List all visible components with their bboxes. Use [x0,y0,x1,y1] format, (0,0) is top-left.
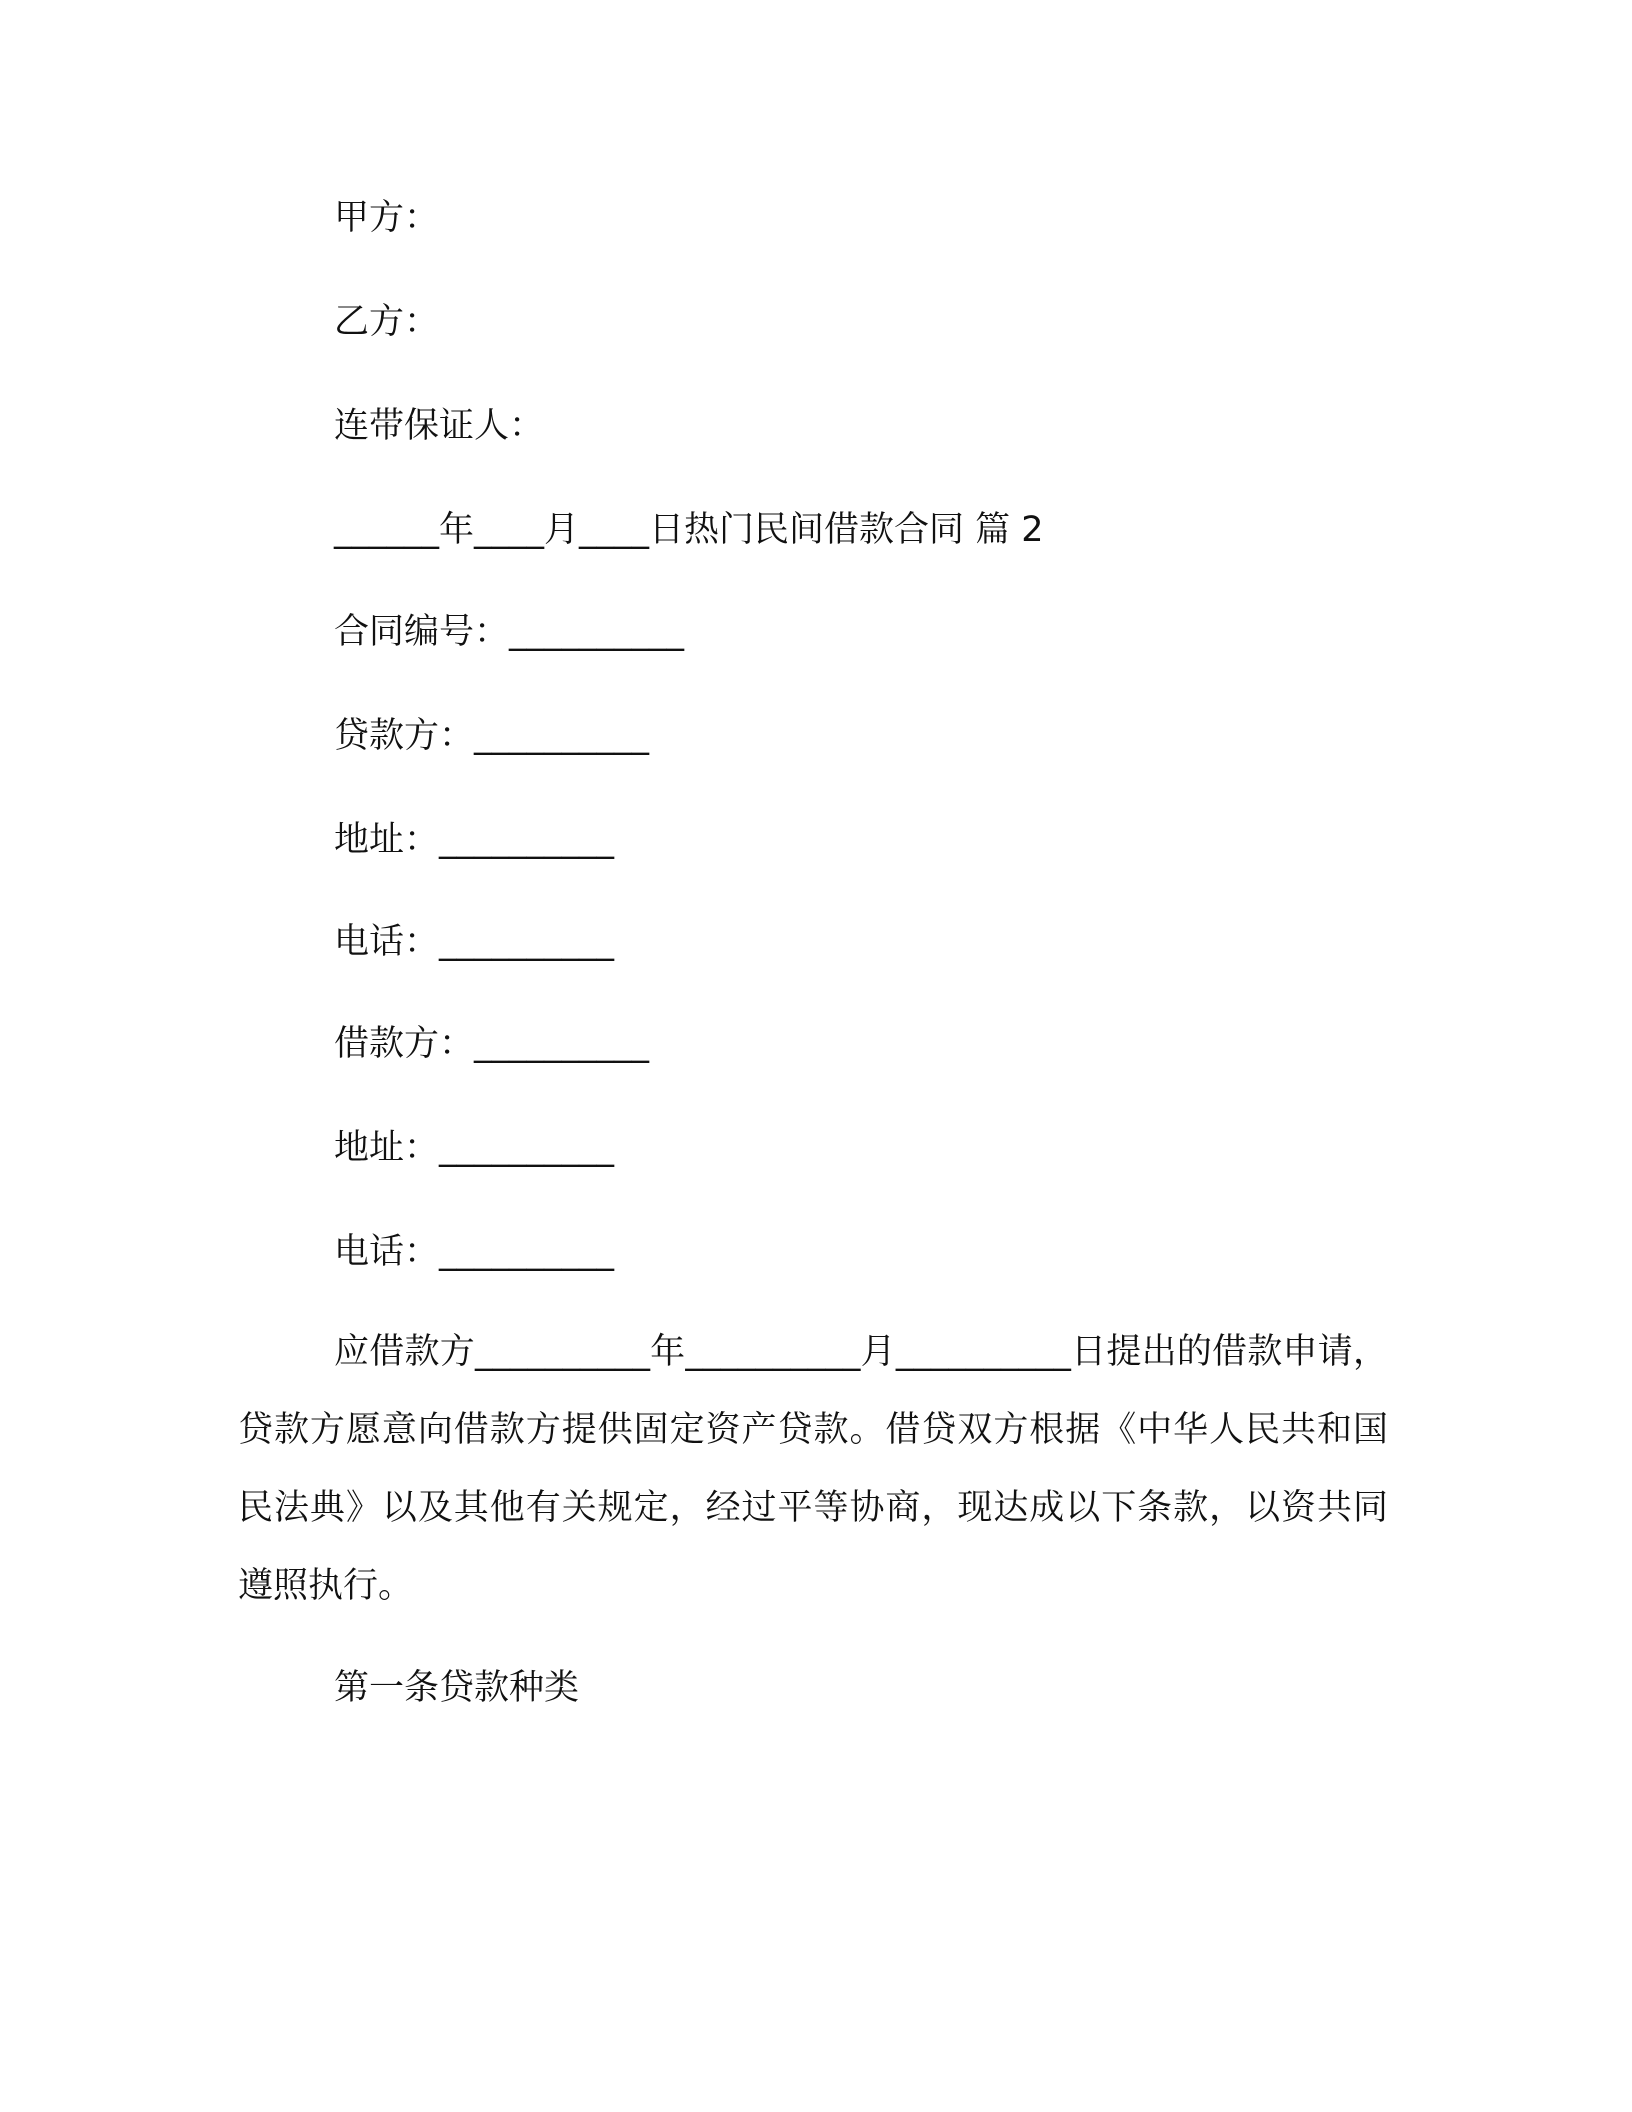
contract-title: ______年____月____日热门民间借款合同 篇 2 [334,510,1044,550]
lender-field: 贷款方：__________ [334,716,650,756]
borrower-field: 借款方：__________ [334,1024,650,1064]
guarantor-label: 连带保证人： [334,406,545,446]
article-one-heading: 第一条贷款种类 [334,1668,580,1708]
party-a-label: 甲方： [334,198,440,238]
borrower-phone-field: 电话：__________ [334,1232,615,1272]
intro-paragraph-text: 应借款方__________年__________月__________日提出的借款申请，贷款方愿意向借款方提供固定资产贷款。借贷双方根据《中华人民共和国民法典》以及其他有关规定，经过平等协商，现达成以下条款，以资共同遵照执行。 [238,1332,1388,1606]
borrower-address-field: 地址：__________ [334,1128,615,1168]
party-b-label: 乙方： [334,302,440,342]
intro-paragraph [238,1313,1388,1625]
lender-address-field: 地址：__________ [334,820,615,860]
lender-phone-field: 电话：__________ [334,922,615,962]
contract-number-field: 合同编号：__________ [334,612,685,652]
